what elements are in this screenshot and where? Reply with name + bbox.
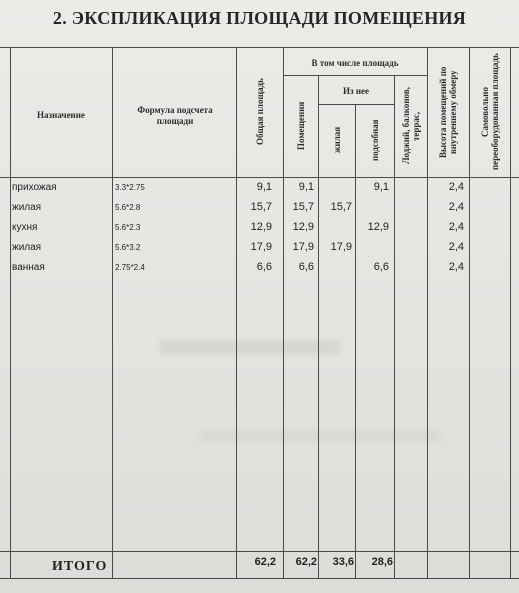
header-auxiliary: подсобная xyxy=(370,119,380,161)
header-loggias: Лоджий, балконов, террас, xyxy=(401,87,421,165)
row-formula: 2.75*2.4 xyxy=(115,263,145,272)
row-aux: 12,9 xyxy=(367,221,389,233)
row-height: 2,4 xyxy=(448,241,464,253)
row-aux: 6,6 xyxy=(373,261,389,273)
header-bottom-border xyxy=(0,177,519,178)
row-total: 6,6 xyxy=(256,261,272,273)
header-total-area: Общая площадь xyxy=(255,78,265,146)
row-name: ванная xyxy=(12,262,45,273)
bleed-through-text xyxy=(200,430,440,440)
row-living: 15,7 xyxy=(330,201,352,213)
bleed-through-text xyxy=(160,340,340,354)
row-name: жилая xyxy=(12,202,42,213)
document-title: 2. ЭКСПЛИКАЦИЯ ПЛОЩАДИ ПОМЕЩЕНИЯ xyxy=(52,8,467,28)
row-rooms: 9,1 xyxy=(298,181,314,193)
row-formula: 3.3*2.75 xyxy=(115,183,145,192)
col-line xyxy=(469,47,470,578)
row-height: 2,4 xyxy=(448,261,464,273)
header-self-built: Самовольно переоборудованная площадь xyxy=(480,53,500,171)
header-height: Высота помещений по внутреннему обмеру xyxy=(438,66,458,158)
row-formula: 5.6*2.3 xyxy=(115,223,141,232)
col-line xyxy=(510,47,511,578)
totals-rooms: 62,2 xyxy=(295,556,317,568)
row-name: прихожая xyxy=(12,182,57,193)
total-bottom-border xyxy=(0,578,519,579)
col-line xyxy=(318,75,319,578)
total-top-border xyxy=(0,551,519,552)
table-top-border xyxy=(0,47,519,48)
row-total: 9,1 xyxy=(256,181,272,193)
totals-aux: 28,6 xyxy=(371,556,393,568)
col-line xyxy=(427,47,428,578)
col-line xyxy=(283,47,284,578)
col-line xyxy=(10,47,11,578)
row-height: 2,4 xyxy=(448,221,464,233)
subheader-line xyxy=(283,75,427,76)
header-formula: Формула подсчета площади xyxy=(137,105,213,126)
col-line xyxy=(394,75,395,578)
totals-total: 62,2 xyxy=(254,556,276,568)
row-rooms: 6,6 xyxy=(298,261,314,273)
header-rooms: Помещения xyxy=(296,101,306,151)
row-aux: 9,1 xyxy=(373,181,389,193)
row-height: 2,4 xyxy=(448,201,464,213)
row-living: 17,9 xyxy=(330,241,352,253)
header-name: Назначение xyxy=(37,110,85,120)
header-of-which: В том числе площадь xyxy=(311,58,399,68)
subheader-line-2 xyxy=(318,104,394,105)
totals-label: ИТОГО xyxy=(52,559,108,574)
header-living: жилая xyxy=(332,126,342,154)
totals-living: 33,6 xyxy=(332,556,354,568)
col-line xyxy=(112,47,113,578)
col-line xyxy=(236,47,237,578)
header-of-them: Из нее xyxy=(342,86,370,96)
row-total: 12,9 xyxy=(250,221,272,233)
row-rooms: 15,7 xyxy=(292,201,314,213)
row-total: 15,7 xyxy=(250,201,272,213)
row-rooms: 17,9 xyxy=(292,241,314,253)
row-formula: 5.6*3.2 xyxy=(115,243,141,252)
col-line xyxy=(355,104,356,578)
row-total: 17,9 xyxy=(250,241,272,253)
row-name: кухня xyxy=(12,222,38,233)
row-height: 2,4 xyxy=(448,181,464,193)
row-name: жилая xyxy=(12,242,42,253)
row-rooms: 12,9 xyxy=(292,221,314,233)
row-formula: 5.6*2.8 xyxy=(115,203,141,212)
